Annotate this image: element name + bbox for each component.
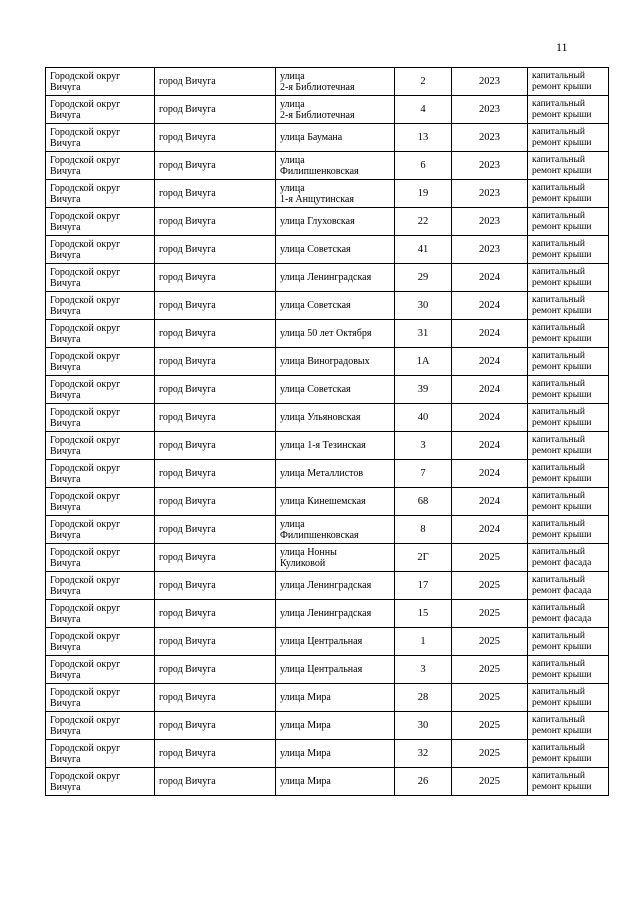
cell-settlement: город Вичуга xyxy=(155,600,276,628)
cell-year: 2025 xyxy=(452,628,528,656)
cell-year: 2023 xyxy=(452,96,528,124)
cell-house-number: 1А xyxy=(395,348,452,376)
cell-year: 2024 xyxy=(452,516,528,544)
cell-year: 2024 xyxy=(452,292,528,320)
table-row xyxy=(46,740,609,768)
cell-work-type: капитальный ремонт крыши xyxy=(528,516,609,544)
cell-house-number: 1 xyxy=(395,628,452,656)
cell-house-number: 30 xyxy=(395,712,452,740)
cell-settlement: город Вичуга xyxy=(155,572,276,600)
cell-house-number: 3 xyxy=(395,432,452,460)
cell-settlement: город Вичуга xyxy=(155,208,276,236)
table-row xyxy=(46,180,609,208)
cell-year: 2025 xyxy=(452,544,528,572)
cell-settlement: город Вичуга xyxy=(155,124,276,152)
cell-work-type: капитальный ремонт крыши xyxy=(528,740,609,768)
cell-work-type: капитальный ремонт крыши xyxy=(528,236,609,264)
cell-house-number: 19 xyxy=(395,180,452,208)
cell-street: улица Ленинградская xyxy=(276,600,395,628)
cell-settlement: город Вичуга xyxy=(155,516,276,544)
cell-street: улица Филипшенковская xyxy=(276,152,395,180)
cell-work-type: капитальный ремонт крыши xyxy=(528,684,609,712)
cell-municipal-district: Городской округ Вичуга xyxy=(46,264,155,292)
cell-year: 2024 xyxy=(452,264,528,292)
table-row xyxy=(46,656,609,684)
cell-settlement: город Вичуга xyxy=(155,264,276,292)
table-body xyxy=(46,68,609,796)
table-row xyxy=(46,544,609,572)
cell-street: улица Металлистов xyxy=(276,460,395,488)
cell-year: 2023 xyxy=(452,208,528,236)
cell-municipal-district: Городской округ Вичуга xyxy=(46,348,155,376)
cell-work-type: капитальный ремонт фасада xyxy=(528,600,609,628)
cell-year: 2025 xyxy=(452,572,528,600)
cell-municipal-district: Городской округ Вичуга xyxy=(46,68,155,96)
cell-municipal-district: Городской округ Вичуга xyxy=(46,600,155,628)
cell-work-type: капитальный ремонт фасада xyxy=(528,572,609,600)
cell-street: улица Мира xyxy=(276,684,395,712)
cell-municipal-district: Городской округ Вичуга xyxy=(46,208,155,236)
cell-year: 2024 xyxy=(452,348,528,376)
table-row xyxy=(46,68,609,96)
cell-street: улица Центральная xyxy=(276,628,395,656)
cell-house-number: 30 xyxy=(395,292,452,320)
cell-work-type: капитальный ремонт крыши xyxy=(528,404,609,432)
repair-schedule-table xyxy=(45,67,609,796)
cell-street: улица Мира xyxy=(276,740,395,768)
cell-street: улица Ленинградская xyxy=(276,572,395,600)
cell-municipal-district: Городской округ Вичуга xyxy=(46,488,155,516)
cell-settlement: город Вичуга xyxy=(155,152,276,180)
cell-settlement: город Вичуга xyxy=(155,740,276,768)
cell-street: улица Советская xyxy=(276,292,395,320)
table-row xyxy=(46,320,609,348)
table-row xyxy=(46,404,609,432)
cell-year: 2024 xyxy=(452,404,528,432)
cell-municipal-district: Городской округ Вичуга xyxy=(46,236,155,264)
cell-work-type: капитальный ремонт крыши xyxy=(528,292,609,320)
cell-municipal-district: Городской округ Вичуга xyxy=(46,656,155,684)
cell-work-type: капитальный ремонт фасада xyxy=(528,544,609,572)
page-number: 11 xyxy=(556,40,568,54)
table-row xyxy=(46,376,609,404)
cell-street: улица Мира xyxy=(276,712,395,740)
cell-work-type: капитальный ремонт крыши xyxy=(528,264,609,292)
cell-year: 2023 xyxy=(452,124,528,152)
cell-house-number: 41 xyxy=(395,236,452,264)
cell-street: улица Советская xyxy=(276,376,395,404)
cell-work-type: капитальный ремонт крыши xyxy=(528,712,609,740)
cell-street: улица Кинешемская xyxy=(276,488,395,516)
cell-settlement: город Вичуга xyxy=(155,684,276,712)
cell-work-type: капитальный ремонт крыши xyxy=(528,348,609,376)
cell-municipal-district: Городской округ Вичуга xyxy=(46,320,155,348)
cell-municipal-district: Городской округ Вичуга xyxy=(46,740,155,768)
cell-settlement: город Вичуга xyxy=(155,96,276,124)
cell-street: улица Мира xyxy=(276,768,395,796)
cell-house-number: 26 xyxy=(395,768,452,796)
cell-municipal-district: Городской округ Вичуга xyxy=(46,96,155,124)
cell-house-number: 6 xyxy=(395,152,452,180)
cell-street: улица Ленинградская xyxy=(276,264,395,292)
cell-year: 2023 xyxy=(452,236,528,264)
table-row xyxy=(46,628,609,656)
cell-street: улица 50 лет Октября xyxy=(276,320,395,348)
cell-year: 2023 xyxy=(452,180,528,208)
cell-municipal-district: Городской округ Вичуга xyxy=(46,152,155,180)
cell-house-number: 8 xyxy=(395,516,452,544)
cell-work-type: капитальный ремонт крыши xyxy=(528,432,609,460)
cell-work-type: капитальный ремонт крыши xyxy=(528,152,609,180)
cell-work-type: капитальный ремонт крыши xyxy=(528,376,609,404)
table-row xyxy=(46,572,609,600)
cell-municipal-district: Городской округ Вичуга xyxy=(46,432,155,460)
cell-year: 2023 xyxy=(452,68,528,96)
cell-house-number: 17 xyxy=(395,572,452,600)
cell-street: улица Филипшенковская xyxy=(276,516,395,544)
cell-house-number: 32 xyxy=(395,740,452,768)
cell-settlement: город Вичуга xyxy=(155,376,276,404)
cell-settlement: город Вичуга xyxy=(155,404,276,432)
cell-work-type: капитальный ремонт крыши xyxy=(528,320,609,348)
cell-street: улица 1-я Тезинская xyxy=(276,432,395,460)
cell-settlement: город Вичуга xyxy=(155,544,276,572)
cell-municipal-district: Городской округ Вичуга xyxy=(46,376,155,404)
cell-street: улица Глуховская xyxy=(276,208,395,236)
cell-work-type: капитальный ремонт крыши xyxy=(528,460,609,488)
cell-municipal-district: Городской округ Вичуга xyxy=(46,712,155,740)
table-row xyxy=(46,292,609,320)
cell-house-number: 28 xyxy=(395,684,452,712)
cell-municipal-district: Городской округ Вичуга xyxy=(46,684,155,712)
cell-house-number: 68 xyxy=(395,488,452,516)
cell-settlement: город Вичуга xyxy=(155,320,276,348)
table-row xyxy=(46,460,609,488)
cell-settlement: город Вичуга xyxy=(155,432,276,460)
cell-work-type: капитальный ремонт крыши xyxy=(528,180,609,208)
cell-municipal-district: Городской округ Вичуга xyxy=(46,544,155,572)
cell-settlement: город Вичуга xyxy=(155,460,276,488)
cell-municipal-district: Городской округ Вичуга xyxy=(46,768,155,796)
table-row xyxy=(46,124,609,152)
cell-work-type: капитальный ремонт крыши xyxy=(528,124,609,152)
cell-street: улица 2-я Библиотечная xyxy=(276,68,395,96)
table-row xyxy=(46,152,609,180)
cell-year: 2025 xyxy=(452,768,528,796)
cell-year: 2024 xyxy=(452,320,528,348)
cell-work-type: капитальный ремонт крыши xyxy=(528,628,609,656)
cell-work-type: капитальный ремонт крыши xyxy=(528,68,609,96)
cell-house-number: 4 xyxy=(395,96,452,124)
cell-settlement: город Вичуга xyxy=(155,768,276,796)
table-row xyxy=(46,264,609,292)
cell-street: улица Советская xyxy=(276,236,395,264)
cell-year: 2025 xyxy=(452,712,528,740)
table-row xyxy=(46,432,609,460)
cell-house-number: 2Г xyxy=(395,544,452,572)
cell-year: 2023 xyxy=(452,152,528,180)
cell-street: улица Ульяновская xyxy=(276,404,395,432)
table-row xyxy=(46,600,609,628)
cell-settlement: город Вичуга xyxy=(155,712,276,740)
cell-work-type: капитальный ремонт крыши xyxy=(528,96,609,124)
cell-street: улица Виноградовых xyxy=(276,348,395,376)
cell-year: 2025 xyxy=(452,600,528,628)
cell-year: 2025 xyxy=(452,684,528,712)
cell-street: улица Центральная xyxy=(276,656,395,684)
cell-settlement: город Вичуга xyxy=(155,236,276,264)
cell-street: улица 1-я Анщутинская xyxy=(276,180,395,208)
cell-house-number: 22 xyxy=(395,208,452,236)
table-row xyxy=(46,488,609,516)
cell-house-number: 29 xyxy=(395,264,452,292)
cell-house-number: 3 xyxy=(395,656,452,684)
cell-house-number: 7 xyxy=(395,460,452,488)
cell-work-type: капитальный ремонт крыши xyxy=(528,208,609,236)
table-row xyxy=(46,516,609,544)
table-row xyxy=(46,684,609,712)
cell-municipal-district: Городской округ Вичуга xyxy=(46,516,155,544)
cell-year: 2024 xyxy=(452,376,528,404)
table-row xyxy=(46,208,609,236)
cell-municipal-district: Городской округ Вичуга xyxy=(46,460,155,488)
cell-municipal-district: Городской округ Вичуга xyxy=(46,180,155,208)
cell-municipal-district: Городской округ Вичуга xyxy=(46,404,155,432)
cell-house-number: 40 xyxy=(395,404,452,432)
cell-house-number: 13 xyxy=(395,124,452,152)
table-row xyxy=(46,768,609,796)
cell-house-number: 39 xyxy=(395,376,452,404)
cell-settlement: город Вичуга xyxy=(155,68,276,96)
cell-work-type: капитальный ремонт крыши xyxy=(528,768,609,796)
cell-municipal-district: Городской округ Вичуга xyxy=(46,572,155,600)
cell-house-number: 2 xyxy=(395,68,452,96)
cell-year: 2025 xyxy=(452,740,528,768)
cell-settlement: город Вичуга xyxy=(155,180,276,208)
cell-settlement: город Вичуга xyxy=(155,656,276,684)
cell-year: 2024 xyxy=(452,488,528,516)
cell-street: улица Нонны Куликовой xyxy=(276,544,395,572)
cell-street: улица 2-я Библиотечная xyxy=(276,96,395,124)
table-row xyxy=(46,348,609,376)
table-row xyxy=(46,96,609,124)
cell-work-type: капитальный ремонт крыши xyxy=(528,656,609,684)
cell-settlement: город Вичуга xyxy=(155,292,276,320)
cell-settlement: город Вичуга xyxy=(155,628,276,656)
cell-settlement: город Вичуга xyxy=(155,488,276,516)
cell-street: улица Баумана xyxy=(276,124,395,152)
cell-house-number: 15 xyxy=(395,600,452,628)
cell-municipal-district: Городской округ Вичуга xyxy=(46,292,155,320)
cell-house-number: 31 xyxy=(395,320,452,348)
cell-settlement: город Вичуга xyxy=(155,348,276,376)
cell-year: 2024 xyxy=(452,460,528,488)
table-row xyxy=(46,712,609,740)
cell-year: 2024 xyxy=(452,432,528,460)
cell-work-type: капитальный ремонт крыши xyxy=(528,488,609,516)
cell-year: 2025 xyxy=(452,656,528,684)
table-row xyxy=(46,236,609,264)
cell-municipal-district: Городской округ Вичуга xyxy=(46,124,155,152)
cell-municipal-district: Городской округ Вичуга xyxy=(46,628,155,656)
